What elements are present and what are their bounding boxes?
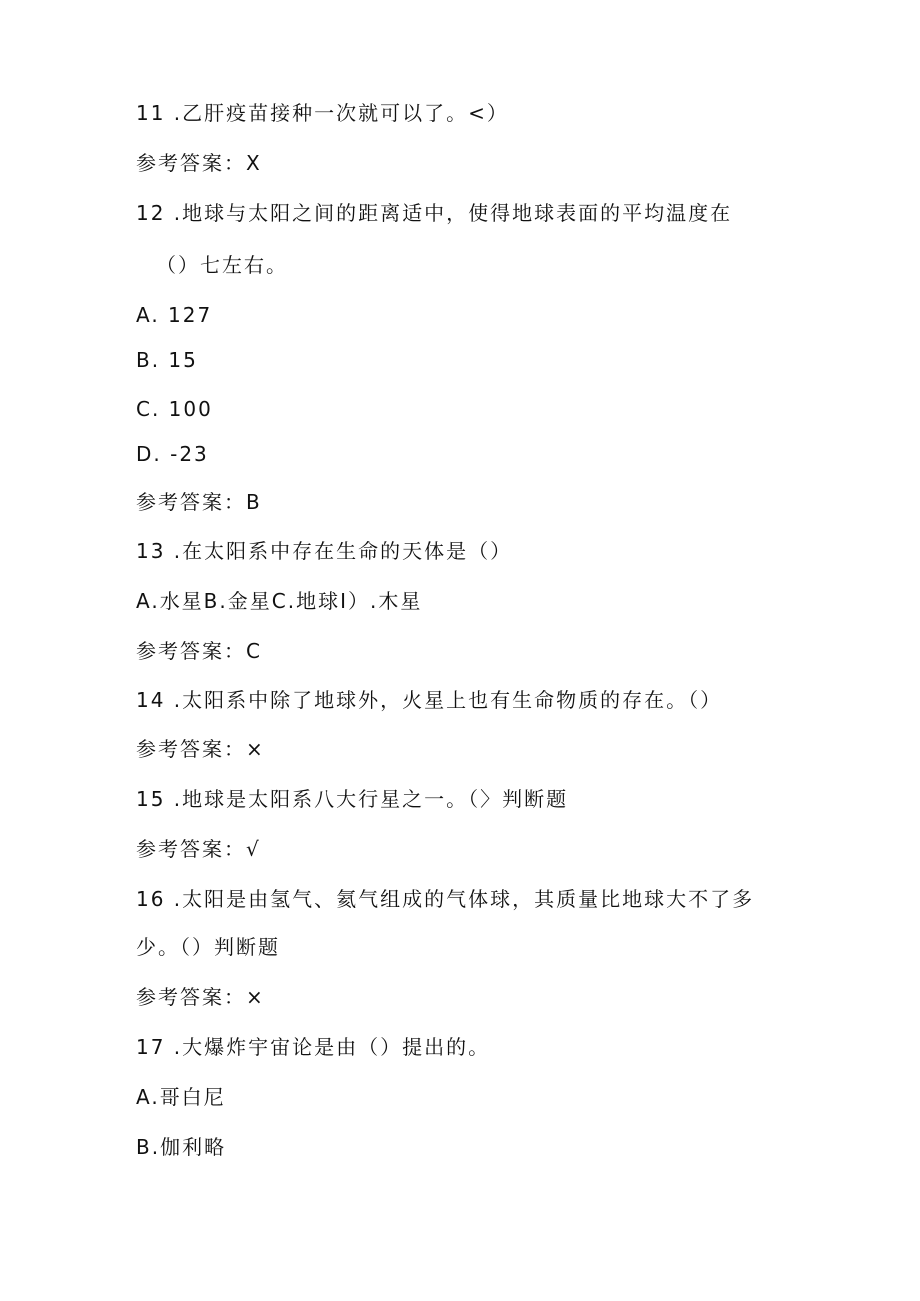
option-a-12: A. 127 bbox=[136, 303, 213, 327]
option-b-17: B.伽利略 bbox=[136, 1135, 227, 1159]
question-14: 14 .太阳系中除了地球外，火星上也有生命物质的存在。（） bbox=[136, 688, 723, 712]
question-13: 13 .在太阳系中存在生命的天体是（） bbox=[136, 539, 513, 563]
option-a-17: A.哥白尼 bbox=[136, 1085, 226, 1109]
options-13: A.水星B.金星C.地球I）.木星 bbox=[136, 589, 423, 613]
option-b-12: B. 15 bbox=[136, 348, 198, 372]
option-c-12: C. 100 bbox=[136, 397, 213, 421]
question-12-cont: （）七左右。 bbox=[156, 253, 288, 277]
answer-12: 参考答案：B bbox=[136, 490, 262, 514]
answer-16: 参考答案：× bbox=[136, 985, 265, 1009]
question-16: 16 .太阳是由氢气、氦气组成的气体球，其质量比地球大不了多 bbox=[136, 887, 755, 911]
question-17: 17 .大爆炸宇宙论是由（）提出的。 bbox=[136, 1035, 491, 1059]
question-11: 11 .乙肝疫苗接种一次就可以了。<） bbox=[136, 101, 509, 125]
question-12: 12 .地球与太阳之间的距离适中，使得地球表面的平均温度在 bbox=[136, 201, 733, 225]
question-16-cont: 少。（）判断题 bbox=[136, 935, 280, 959]
answer-11: 参考答案：X bbox=[136, 151, 262, 175]
answer-15: 参考答案：√ bbox=[136, 837, 261, 861]
answer-14: 参考答案：× bbox=[136, 737, 265, 761]
answer-13: 参考答案：C bbox=[136, 639, 262, 663]
question-15: 15 .地球是太阳系八大行星之一。（〉判断题 bbox=[136, 787, 569, 811]
option-d-12: D. -23 bbox=[136, 442, 209, 466]
